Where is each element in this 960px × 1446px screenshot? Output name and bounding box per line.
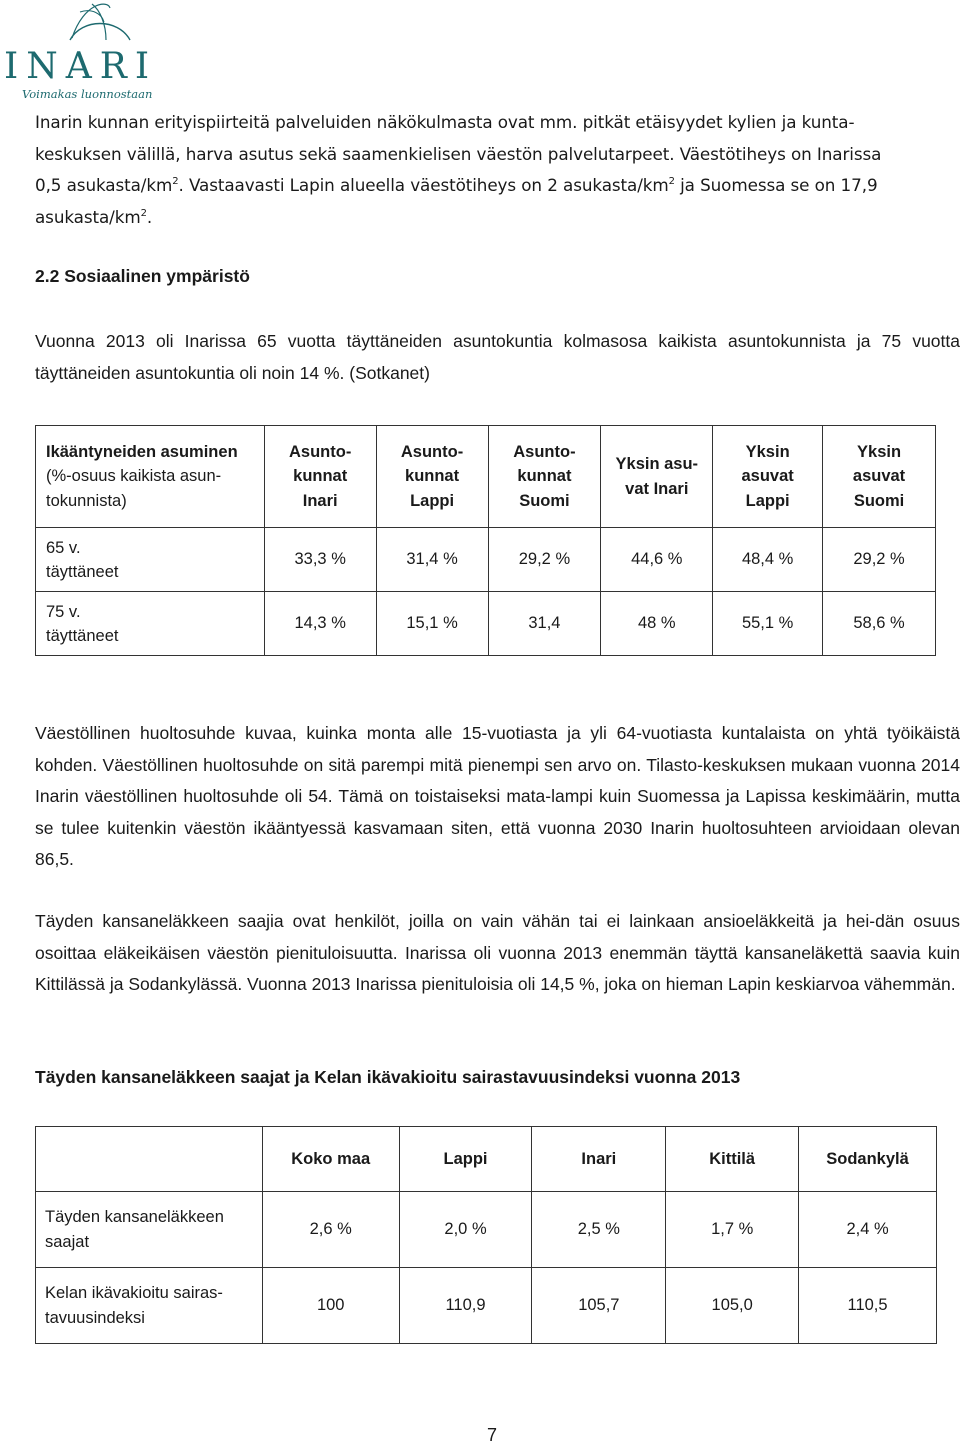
table-cell: 105,7 (532, 1268, 666, 1344)
table-cell: 29,2 % (823, 528, 936, 592)
table-header-row (36, 426, 936, 528)
intro-line-4b: . (146, 206, 153, 227)
table-row (36, 1192, 937, 1268)
logo-wordmark: INARI (4, 46, 158, 87)
table-cell: 2,0 % (399, 1192, 532, 1268)
section-paragraph-text: Vuonna 2013 oli Inarissa 65 vuotta täyttäneiden asuntokuntia kolmasosa kaikista asuntokunnista ja 75 vuotta täyttäneiden asuntokuntia oli noin 14 %. (Sotkanet) (35, 331, 960, 383)
intro-line-3a: 0,5 asukasta/km (35, 175, 173, 195)
logo-tagline: Voimakas luonnostaan (22, 87, 153, 101)
table-row (36, 1268, 937, 1344)
page-number: 7 (487, 1425, 498, 1445)
column-header: Asunto- kunnat Inari (264, 426, 376, 528)
intro-paragraph (35, 107, 960, 233)
column-header: Koko maa (262, 1127, 399, 1192)
table-header-row (36, 1127, 937, 1192)
header-subtitle-1: (%-osuus kaikista asun- (46, 467, 222, 486)
table-cell: 100 (262, 1268, 399, 1344)
header-title: Ikääntyneiden asuminen (46, 442, 238, 461)
row-label: Kelan ikävakioitu sairas- tavuusindeksi (36, 1268, 263, 1344)
table-cell: 14,3 % (264, 592, 376, 656)
inari-logo (0, 0, 175, 108)
pension-paragraph-text: Täyden kansaneläkkeen saajia ovat henkilöt, joilla on vain vähän tai ei lainkaan ansioeläkkeitä ja hei-dän osuus osoittaa eläkeikäisen väestön pienituloisuutta. Inarissa oli vuonna 2013 enemmän täyttä kansaneläkettä saavia kuin Kittilässä ja Sodankylässä. Vuonna 2013 Inarissa pienituloisia oli 14,5 %, joka on hieman Lapin keskiarvoa vähemmän. (35, 911, 960, 994)
section-paragraph (35, 326, 960, 389)
sun-arc-icon (0, 0, 175, 50)
column-header: Asunto- kunnat Lappi (376, 426, 488, 528)
intro-line-3b: . Vastaavasti Lapin alueella väestötiheys on 2 asukasta/km (178, 175, 669, 195)
table-cell: 110,5 (799, 1268, 937, 1344)
intro-line-4a: asukasta/km (35, 206, 141, 227)
column-header: Inari (532, 1127, 666, 1192)
table-row (36, 592, 936, 656)
column-header: Yksin asuvat Suomi (823, 426, 936, 528)
table-cell: 105,0 (666, 1268, 799, 1344)
column-header: Kittilä (666, 1127, 799, 1192)
superscript: 2 (140, 207, 147, 219)
elderly-housing-table (35, 425, 936, 656)
column-header: Yksin asuvat Lappi (713, 426, 823, 528)
row-label: Täyden kansaneläkkeen saajat (36, 1192, 263, 1268)
superscript: 2 (172, 176, 179, 187)
row-label: 65 v. täyttäneet (36, 528, 265, 592)
empty-header-cell (36, 1127, 263, 1192)
table-cell: 2,6 % (262, 1192, 399, 1268)
column-header: Asunto- kunnat Suomi (488, 426, 601, 528)
table-cell: 31,4 (488, 592, 601, 656)
column-header: Sodankylä (799, 1127, 937, 1192)
pension-paragraph (35, 906, 960, 1001)
column-header: Yksin asu- vat Inari (601, 426, 713, 528)
table-cell: 33,3 % (264, 528, 376, 592)
table-cell: 31,4 % (376, 528, 488, 592)
dependency-paragraph (35, 718, 960, 876)
table-header-cell (36, 426, 265, 528)
row-label: 75 v. täyttäneet (36, 592, 265, 656)
table-cell: 48 % (601, 592, 713, 656)
table2-heading: Täyden kansaneläkkeen saajat ja Kelan ikävakioitu sairastavuusindeksi vuonna 2013 (35, 1067, 741, 1087)
column-header: Lappi (399, 1127, 532, 1192)
table-cell: 2,4 % (799, 1192, 937, 1268)
intro-line-2: keskuksen välillä, harva asutus sekä saamenkielisen väestön palvelutarpeet. Väestötiheys on Inarissa (35, 143, 882, 164)
table-cell: 15,1 % (376, 592, 488, 656)
header-subtitle-2: tokunnista) (46, 491, 127, 510)
table-cell: 44,6 % (601, 528, 713, 592)
intro-line-1: Inarin kunnan erityispiirteitä palveluiden näkökulmasta ovat mm. pitkät etäisyydet kylien ja kunta- (35, 112, 855, 132)
superscript: 2 (668, 176, 675, 187)
table-cell: 29,2 % (488, 528, 601, 592)
intro-line-3c: ja Suomessa se on 17,9 (674, 175, 878, 195)
table-cell: 55,1 % (713, 592, 823, 656)
table-cell: 110,9 (399, 1268, 532, 1344)
table-cell: 2,5 % (532, 1192, 666, 1268)
section-heading: 2.2 Sosiaalinen ympäristö (35, 266, 250, 286)
table-cell: 1,7 % (666, 1192, 799, 1268)
dependency-paragraph-text: Väestöllinen huoltosuhde kuvaa, kuinka monta alle 15-vuotiasta ja yli 64-vuotiasta kuntalaista on yhtä työikäistä kohden. Väestöllinen huoltosuhde on sitä parempi mitä pienempi sen arvo on. Tilasto-keskuksen mukaan vuonna 2014 Inarin väestöllinen huoltosuhde oli 54. Tämä on toistaiseksi mata-lampi kuin Suomessa ja Lapissa keskimäärin, mutta se tulee kuitenkin väestön ikääntyessä kasvamaan siten, että vuonna 2030 Inarin huoltosuhteen arvioidaan olevan 86,5. (35, 723, 960, 869)
table-row (36, 528, 936, 592)
table-cell: 58,6 % (823, 592, 936, 656)
table-cell: 48,4 % (713, 528, 823, 592)
pension-index-table (35, 1126, 937, 1344)
